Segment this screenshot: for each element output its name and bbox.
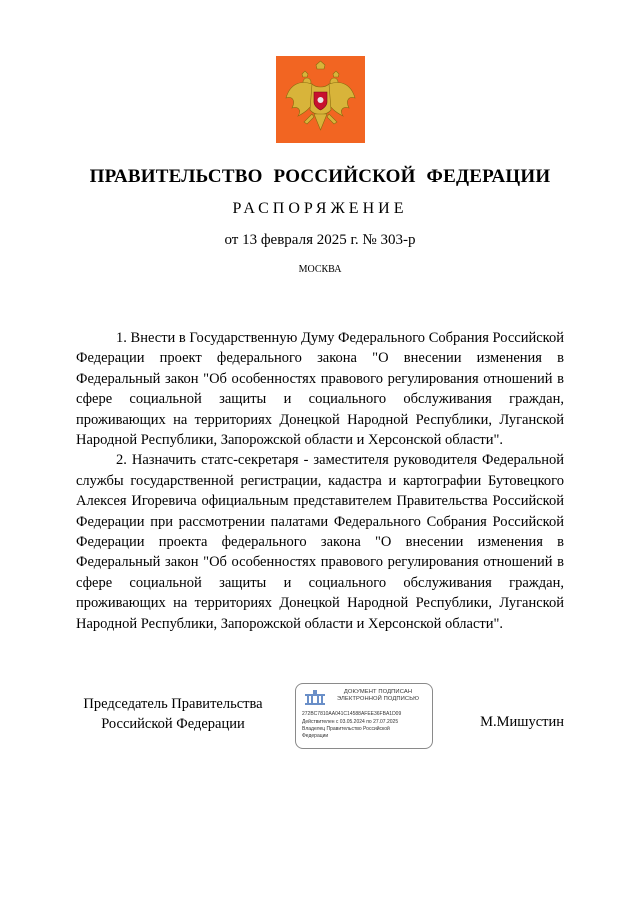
- double-headed-eagle-icon: [276, 56, 365, 143]
- stamp-validity: Действителен с 03.05.2024 по 27.07.2025: [302, 719, 399, 725]
- stamp-owner: Владелец Правительство Российской: [302, 726, 390, 732]
- electronic-signature-stamp: [295, 683, 433, 749]
- document-date: от 13 февраля 2025 г. № 303-р: [224, 232, 416, 248]
- document-body: [76, 328, 564, 634]
- paragraph: 1. Внести в Государственную Думу Федерального Собрания Российской Федерации проект федерального закона "О внесении изменения в Федеральный закон "Об особенностях правового регулирования отношений в сфере социальной защиты и социального обслуживания граждан, проживающих на территориях Донецкой Народной Республики, Луганской Народной Республики, Запорожской области и Херсонской области".: [76, 330, 564, 449]
- document-city: МОСКВА: [298, 264, 342, 275]
- paragraph: 2. Назначить статс-секретаря - заместителя руководителя Федеральной службы государственной регистрации, кадастра и картографии Бутовецкого Алексея Игоревича официальным представителем Правительства Российской Федерации при рассмотрении палатами Федерального Собрания Российской Федерации проекта федерального закона "О внесении изменения в Федеральный закон "Об особенностях правового регулирования отношений в сфере социальной защиты и социального обслуживания граждан, проживающих на территориях Донецкой Народной Республики, Луганской Народной Республики, Запорожской области и Херсонской области".: [76, 452, 564, 632]
- stamp-certificate: 272BC7810AA041C14588AFEE36FBA1D09: [302, 711, 402, 717]
- signer-position: [68, 694, 278, 734]
- page-title: ПРАВИТЕЛЬСТВО РОССИЙСКОЙ ФЕДЕРАЦИИ: [89, 166, 551, 187]
- coat-of-arms-emblem: [276, 56, 365, 143]
- signer-name: М.Мишустин: [480, 714, 564, 730]
- document-type: РАСПОРЯЖЕНИЕ: [232, 200, 408, 217]
- stamp-header: ДОКУМЕНТ ПОДПИСАН ЭЛЕКТРОННОЙ ПОДПИСЬЮ: [336, 689, 420, 702]
- stamp-owner: Федерации: [302, 733, 329, 739]
- signer-position-line: Российской Федерации: [101, 716, 245, 732]
- signer-position-line: Председатель Правительства: [83, 696, 263, 712]
- government-building-icon: [304, 689, 326, 705]
